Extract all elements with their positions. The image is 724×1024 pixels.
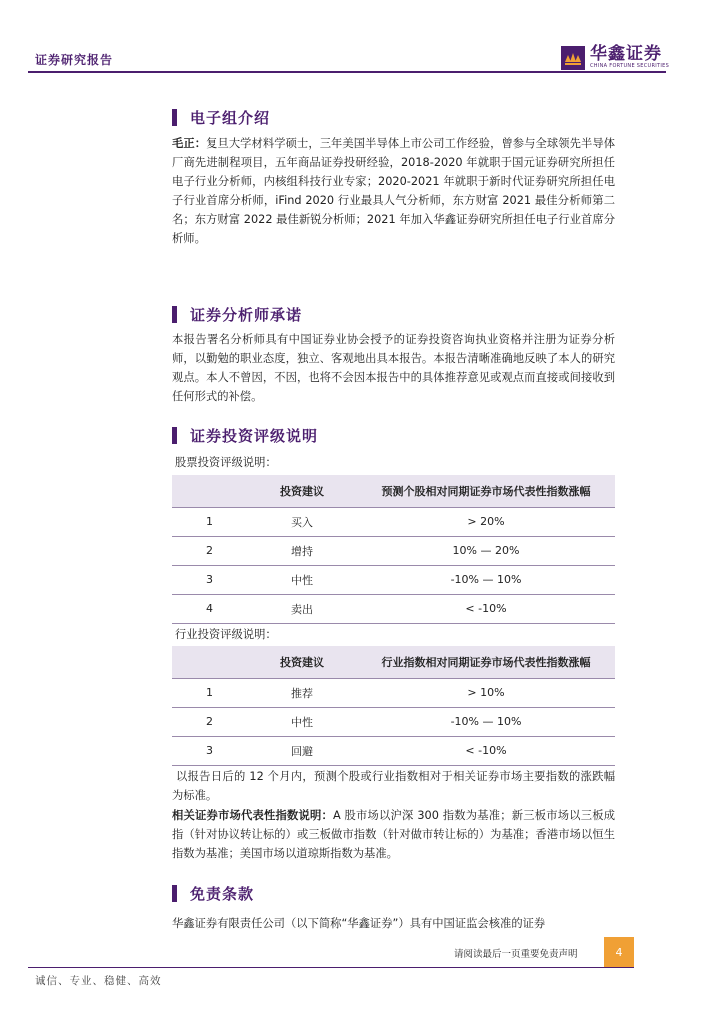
table-header-cell: 行业指数相对同期证券市场代表性指数涨幅 [357, 646, 615, 678]
industry-rating-label: 行业投资评级说明： [175, 628, 277, 641]
index-description [172, 806, 615, 863]
table-cell: < -10% [357, 594, 615, 623]
footer-divider [28, 967, 634, 968]
table-cell: 2 [172, 707, 247, 736]
brand-logo [561, 45, 669, 70]
table-row [172, 707, 615, 736]
brand-name-en: CHINA FORTUNE SECURITIES [590, 63, 670, 69]
page-number: 4 [604, 937, 634, 967]
table-cell: -10% — 10% [357, 565, 615, 594]
table-row [172, 507, 615, 536]
analyst-bio [172, 134, 615, 248]
logo-mark-icon [561, 46, 585, 70]
table-cell: 卖出 [247, 594, 357, 623]
table-cell: > 10% [357, 678, 615, 707]
table-cell: 回避 [247, 736, 357, 765]
table-cell: -10% — 10% [357, 707, 615, 736]
heading-bar [172, 109, 177, 126]
index-text: A 股市场以沪深 300 指数为基准；新三板市场以三板成指（针对协议转让标的）或三板做市指数（针对做市转让标的）为基准；香港市场以恒生指数为基准；美国市场以道琼斯指数为基准。 [172, 809, 615, 860]
brand-name-cn: 华鑫证券 [590, 44, 662, 64]
footer-disclaimer-note: 请阅读最后一页重要免责声明 [454, 949, 578, 960]
table-cell: 3 [172, 736, 247, 765]
table-cell: 推荐 [247, 678, 357, 707]
table-header-cell: 投资建议 [247, 475, 357, 507]
section-heading-rating [172, 425, 318, 446]
section-title: 电子组介绍 [190, 109, 271, 127]
section-heading-commitment [172, 304, 302, 325]
table-cell: 10% — 20% [357, 536, 615, 565]
table-cell: 中性 [247, 707, 357, 736]
table-header-cell [172, 646, 247, 678]
table-row [172, 536, 615, 565]
table-cell: > 20% [357, 507, 615, 536]
report-type: 证券研究报告 [35, 53, 114, 67]
disclaimer-text: 华鑫证券有限责任公司（以下简称“华鑫证券”）具有中国证监会核准的证券 [172, 917, 546, 930]
table-cell: 1 [172, 678, 247, 707]
footer-slogan: 诚信、专业、稳健、高效 [35, 975, 162, 987]
table-cell: 中性 [247, 565, 357, 594]
table-header-cell: 投资建议 [247, 646, 357, 678]
stock-rating-label: 股票投资评级说明： [175, 456, 277, 469]
section-heading-disclaimer [172, 883, 254, 904]
table-cell: 增持 [247, 536, 357, 565]
heading-bar [172, 306, 177, 323]
section-title: 证券投资评级说明 [190, 427, 319, 445]
table-cell: < -10% [357, 736, 615, 765]
table-header-cell: 预测个股相对同期证券市场代表性指数涨幅 [357, 475, 615, 507]
heading-bar [172, 885, 177, 902]
industry-rating-table [172, 646, 615, 766]
table-cell: 4 [172, 594, 247, 623]
table-row [172, 565, 615, 594]
table-header-row [172, 475, 615, 507]
index-label: 相关证券市场代表性指数说明： [172, 809, 334, 822]
table-cell: 2 [172, 536, 247, 565]
rating-note: 以报告日后的 12 个月内，预测个股或行业指数相对于相关证券市场主要指数的涨跌幅为标准。 [172, 770, 615, 802]
stock-rating-table [172, 475, 615, 624]
table-header-cell [172, 475, 247, 507]
analyst-name: 毛正： [172, 137, 207, 150]
heading-bar [172, 427, 177, 444]
section-title: 免责条款 [190, 885, 255, 903]
table-cell: 3 [172, 565, 247, 594]
table-cell: 1 [172, 507, 247, 536]
section-heading-team [172, 107, 270, 128]
header-divider [28, 71, 666, 73]
table-row [172, 594, 615, 623]
table-header-row [172, 646, 615, 678]
table-cell: 买入 [247, 507, 357, 536]
table-row [172, 678, 615, 707]
analyst-bio-text: 复旦大学材料学硕士，三年美国半导体上市公司工作经验，曾参与全球领先半导体厂商先进制程项目，五年商品证券投研经验，2018-2020 年就职于国元证券研究所担任电子行业分析师，内核组科技行业专家；2020-2021 年就职于新时代证券研究所担任电子行业首席分析师，iFind 2020 行业最具人气分析师，东方财富 2021 最佳分析师第二名；东方财富 2022 最佳新锐分析师；2021 年加入华鑫证券研究所担任电子行业首席分析师。 [172, 137, 615, 245]
table-row [172, 736, 615, 765]
commitment-text: 本报告署名分析师具有中国证券业协会授予的证券投资咨询执业资格并注册为证券分析师，以勤勉的职业态度，独立、客观地出具本报告。本报告清晰准确地反映了本人的研究观点。本人不曾因，不因，也将不会因本报告中的具体推荐意见或观点而直接或间接收到任何形式的补偿。 [172, 333, 615, 403]
section-title: 证券分析师承诺 [190, 306, 303, 324]
